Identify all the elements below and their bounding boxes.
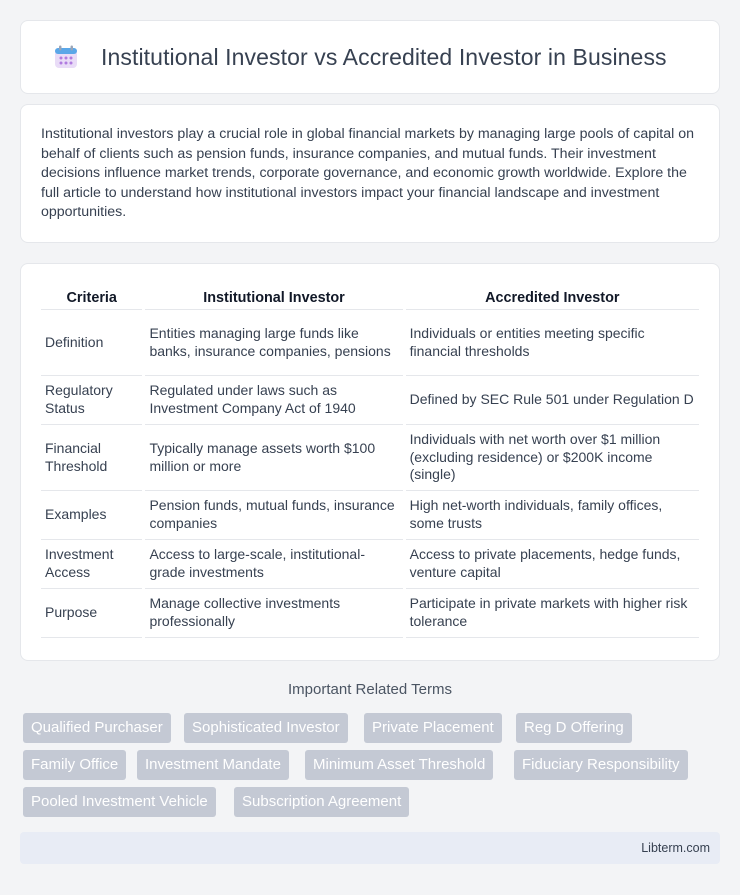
header-criteria: Criteria [41, 286, 142, 310]
row-criteria: Definition [41, 310, 142, 376]
table-row [41, 425, 699, 491]
row-institutional: Entities managing large funds like banks, insurance companies, pensions [145, 310, 402, 376]
row-accredited: Defined by SEC Rule 501 under Regulation D [406, 376, 699, 425]
table-row [41, 589, 699, 638]
row-accredited: Participate in private markets with higher risk tolerance [406, 589, 699, 638]
row-institutional: Regulated under laws such as Investment Company Act of 1940 [145, 376, 402, 425]
term-tag[interactable]: Investment Mandate [137, 750, 289, 780]
term-tag[interactable]: Private Placement [364, 713, 502, 743]
row-criteria: Financial Threshold [41, 425, 142, 491]
row-accredited: High net-worth individuals, family offices, some trusts [406, 491, 699, 540]
row-criteria: Investment Access [41, 540, 142, 589]
row-criteria: Examples [41, 491, 142, 540]
header-accredited: Accredited Investor [406, 286, 699, 310]
row-criteria: Purpose [41, 589, 142, 638]
term-tag[interactable]: Minimum Asset Threshold [305, 750, 493, 780]
header-institutional: Institutional Investor [145, 286, 402, 310]
footer-site-link[interactable]: Libterm.com [641, 841, 710, 855]
term-tag[interactable]: Reg D Offering [516, 713, 632, 743]
calendar-icon [53, 44, 79, 70]
table-row [41, 376, 699, 425]
comparison-table [38, 286, 702, 638]
row-criteria: Regulatory Status [41, 376, 142, 425]
row-institutional: Manage collective investments professionally [145, 589, 402, 638]
header-card [20, 20, 720, 94]
row-institutional: Typically manage assets worth $100 million or more [145, 425, 402, 491]
row-institutional: Access to large-scale, institutional-grade investments [145, 540, 402, 589]
term-tag[interactable]: Subscription Agreement [234, 787, 409, 817]
row-accredited: Individuals with net worth over $1 million (excluding residence) or $200K income (single) [406, 425, 699, 491]
table-row [41, 310, 699, 376]
table-row [41, 540, 699, 589]
intro-text: Institutional investors play a crucial role in global financial markets by managing large pools of capital on behalf of clients such as pension funds, insurance companies, and mutual funds. Their investment decisions influence market trends, corporate governance, and economic growth worldwide. Explore the full article to understand how institutional investors impact your financial landscape and investment opportunities. [41, 126, 694, 221]
row-accredited: Access to private placements, hedge funds, venture capital [406, 540, 699, 589]
related-terms-title: Important Related Terms [288, 681, 452, 698]
intro-card [20, 104, 720, 243]
footer [20, 832, 720, 864]
row-accredited: Individuals or entities meeting specific financial thresholds [406, 310, 699, 376]
table-row [41, 491, 699, 540]
row-institutional: Pension funds, mutual funds, insurance companies [145, 491, 402, 540]
term-tag[interactable]: Family Office [23, 750, 126, 780]
table-header-row [41, 286, 699, 310]
page-title: Institutional Investor vs Accredited Investor in Business [101, 43, 667, 70]
term-tag[interactable]: Fiduciary Responsibility [514, 750, 688, 780]
term-tag[interactable]: Sophisticated Investor [184, 713, 348, 743]
comparison-card [20, 263, 720, 661]
term-tag[interactable]: Qualified Purchaser [23, 713, 171, 743]
term-tag[interactable]: Pooled Investment Vehicle [23, 787, 216, 817]
